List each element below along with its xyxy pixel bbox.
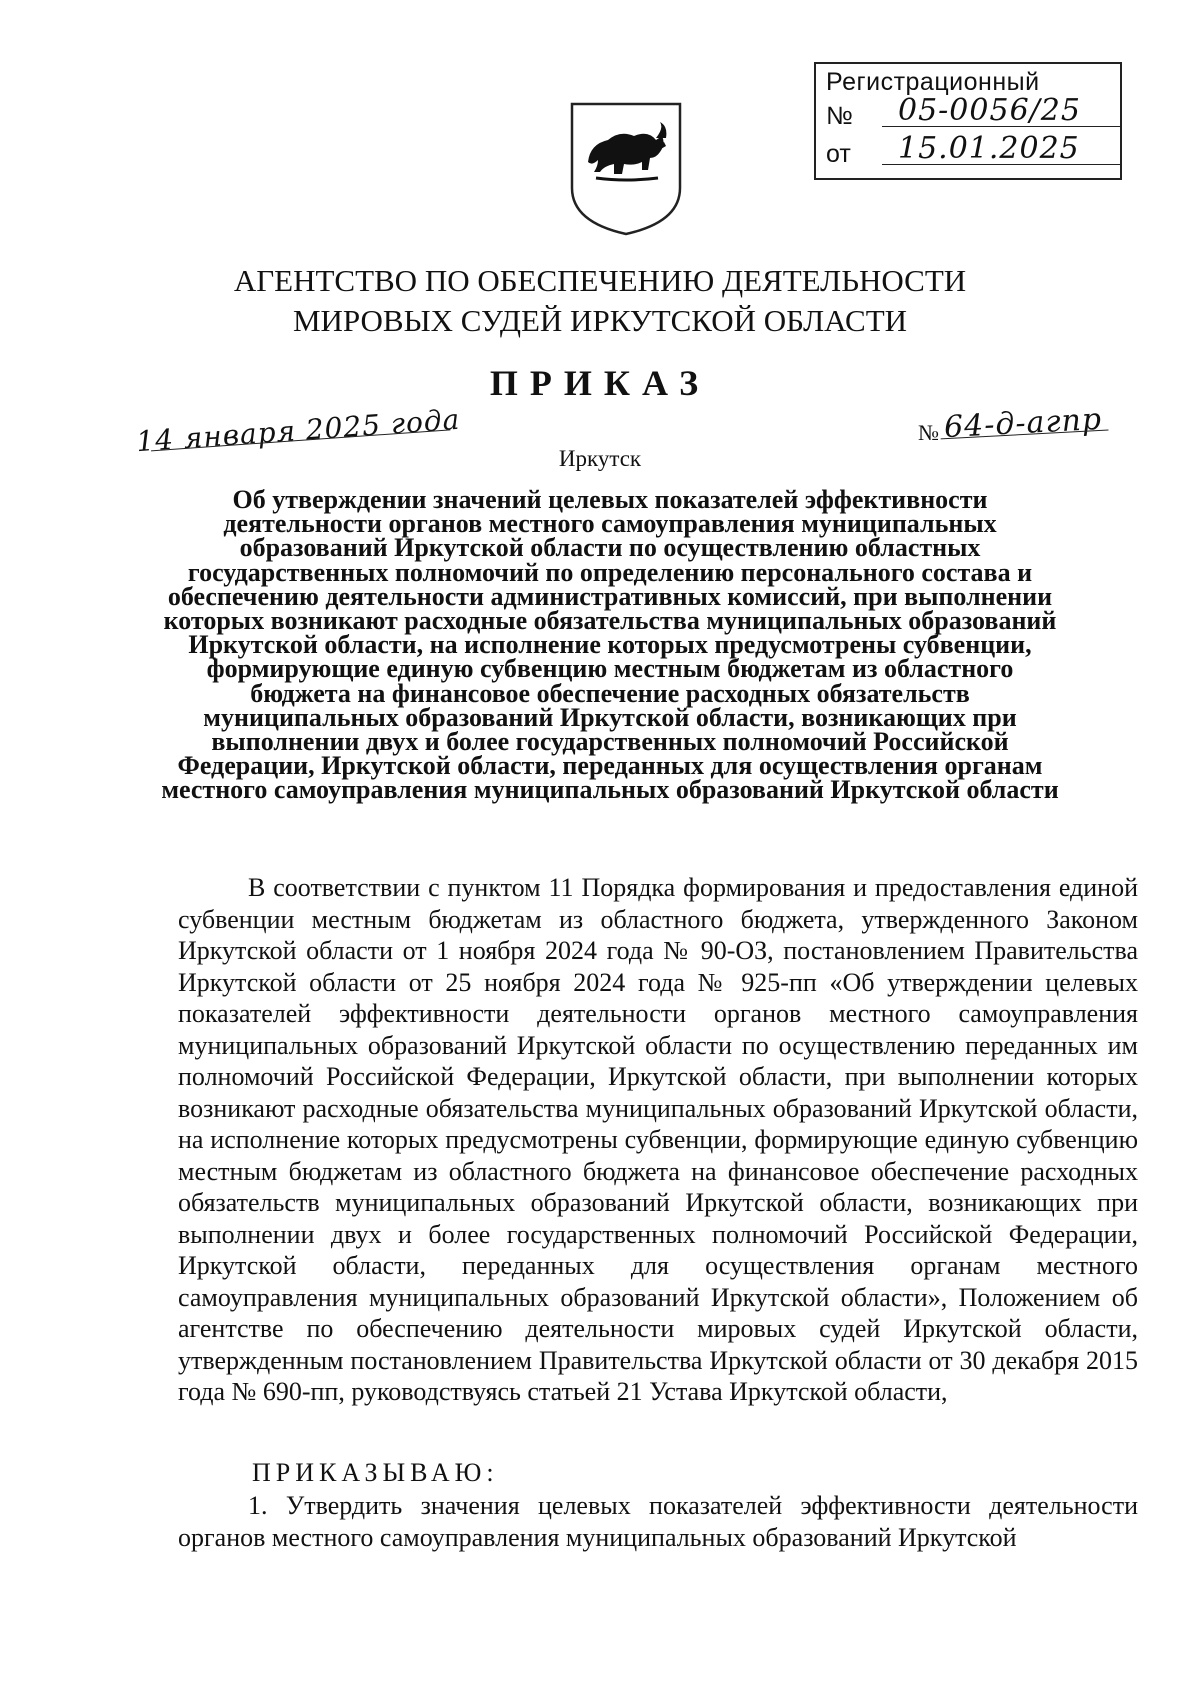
registration-date-row: [826, 131, 1116, 169]
order-number-label: №: [918, 420, 939, 445]
document-type: ПРИКАЗ: [489, 363, 711, 403]
registration-number-row: [826, 93, 1116, 131]
registration-number-value: 05-0056/25: [882, 96, 1120, 127]
handwritten-date: 14 января 2025 года: [135, 402, 462, 459]
document-title: Об утверждении значений целевых показателей эффективности деятельности органов местного самоуправления муниципальных образований Иркутской области по осуществлению областных государственных полномочий по определению персонального состава и обеспечению деятельности административных комиссий, при выполнении которых возникают расходные обязательства муниципальных образований Иркутской области, на исполнение которых предусмотрены субвенции, формирующие единую субвенцию местным бюджетам из областного бюджета на финансовое обеспечение расходных обязательств муниципальных образований Иркутской области, возникающих при выполнении двух и более государственных полномочий Российской Федерации, Иркутской области, переданных для осуществления органам местного самоуправления муниципальных образований Иркутской области: [161, 485, 1059, 805]
registration-date-label: от: [826, 140, 851, 168]
agency-name-line1: АГЕНТСТВО ПО ОБЕСПЕЧЕНИЮ ДЕЯТЕЛЬНОСТИ: [233, 263, 967, 298]
handwritten-order-number: 64-д-агпр: [943, 401, 1103, 446]
registration-title: Регистрационный: [826, 68, 1040, 96]
city: Иркутск: [558, 446, 642, 471]
irkutsk-coat-of-arms-icon: [568, 100, 684, 238]
agency-name-line2: МИРОВЫХ СУДЕЙ ИРКУТСКОЙ ОБЛАСТИ: [292, 303, 908, 338]
preamble-paragraph: В соответствии с пунктом 11 Порядка формирования и предоставления единой субвенции местным бюджетам из областного бюджета, утвержденного Законом Иркутской области от 1 ноября 2024 года № 90-ОЗ, постановлением Правительства Иркутской области от 25 ноября 2024 года № 925-пп «Об утверждении целевых показателей эффективности деятельности органов местного самоуправления муниципальных образований Иркутской области по осуществлению переданных им полномочий Российской Федерации, Иркутской области, при выполнении которых возникают расходные обязательства муниципальных образований Иркутской области, на исполнение которых предусмотрены субвенции, формирующие единую субвенцию местным бюджетам из областного бюджета на финансовое обеспечение расходных обязательств муниципальных образований Иркутской области, возникающих при выполнении двух и более государственных полномочий Российской Федерации, Иркутской области, переданных для осуществления органам местного самоуправления муниципальных образований Иркутской области», Положением об агентстве по обеспечению деятельности мировых судей Иркутской области, утвержденным постановлением Правительства Иркутской области от 30 декабря 2015 года № 690-пп, руководствуясь статьей 21 Устава Иркутской области,: [178, 873, 1138, 1406]
registration-number-label: №: [826, 102, 853, 130]
registration-stamp: [814, 62, 1122, 180]
order-item-1: 1. Утвердить значения целевых показателей эффективности деятельности органов местного самоуправления муниципальных образований Иркутской: [178, 1491, 1138, 1552]
decree-word: ПРИКАЗЫВАЮ:: [252, 1458, 499, 1487]
registration-date-value: 15.01.2025: [882, 134, 1120, 165]
